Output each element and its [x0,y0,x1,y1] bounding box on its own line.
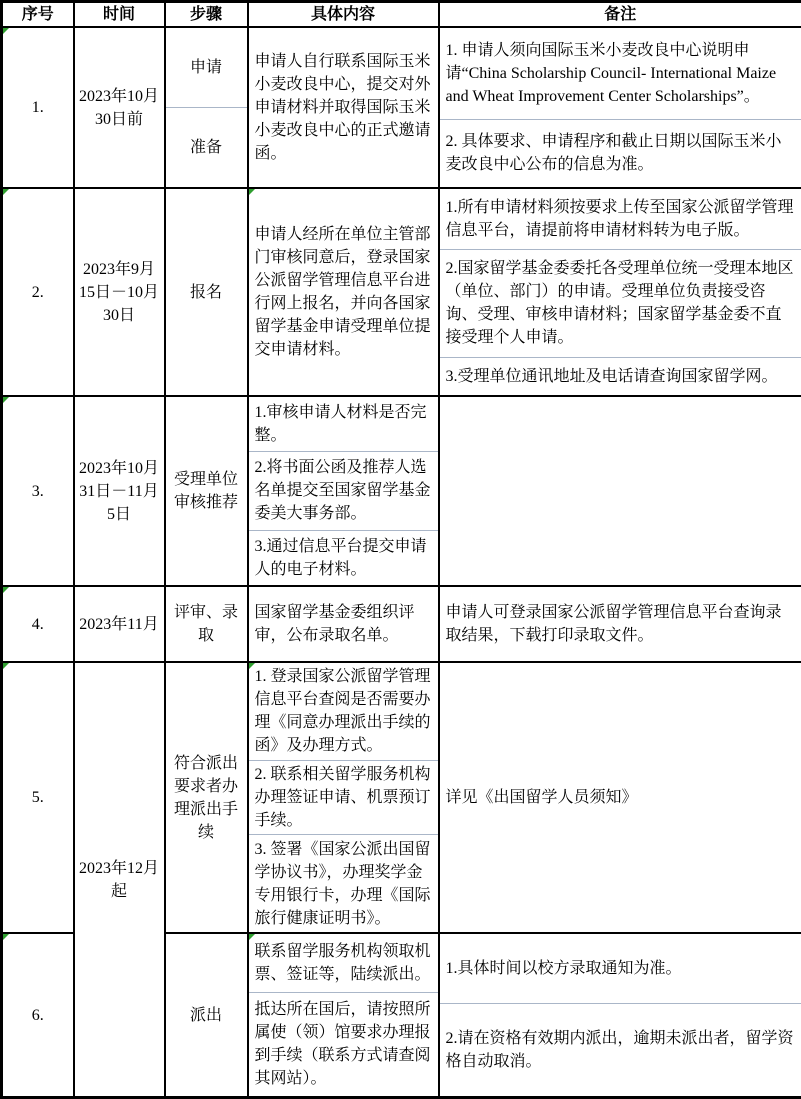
content-paragraph: 2. 联系相关留学服务机构办理签证申请、机票预订手续。 [249,760,438,835]
table-row [2,396,801,586]
row1-remarks-cell [439,27,801,188]
row5-content-cell [248,662,439,933]
row5-remarks-cell [439,662,801,933]
remark-paragraph: 2.请在资格有效期内派出，逾期未派出者，留学资格自动取消。 [440,1003,801,1096]
row4-remarks-cell [439,586,801,662]
row4-step-cell: 评审、录取 [165,586,248,662]
row2-content-cell [248,188,439,396]
remark-paragraph: 申请人可登录国家公派留学管理信息平台查询录取结果，下载打印录取文件。 [440,587,801,661]
header-cell-content: 具体内容 [248,2,439,28]
header-cell-time: 时间 [74,2,165,28]
row2-remarks-cell [439,188,801,396]
header-cell-no: 序号 [2,2,74,28]
row4-no-cell: 4. [2,586,74,662]
row1-no-cell: 1. [2,27,74,188]
content-paragraph: 联系留学服务机构领取机票、签证等，陆续派出。 [249,934,438,992]
content-paragraph: 1.审核申请人材料是否完整。 [249,397,438,451]
row6-remarks-cell [439,933,801,1098]
remark-paragraph: 1.具体时间以校方录取通知为准。 [440,934,801,1003]
row3-time-cell: 2023年10月31日－11月5日 [74,396,165,586]
row1-content-cell [248,27,439,188]
content-paragraph: 3.通过信息平台提交申请人的电子材料。 [249,530,438,585]
content-paragraph: 1. 登录国家公派留学管理信息平台查阅是否需要办理《同意办理派出手续的函》及办理方式。 [249,663,438,760]
table-row [2,586,801,662]
row3-step-cell: 受理单位审核推荐 [165,396,248,586]
row5-step-cell: 符合派出要求者办理派出手续 [165,662,248,933]
row6-content-cell [248,933,439,1098]
row5-no-cell: 5. [2,662,74,933]
remark-paragraph: 1. 申请人须向国际玉米小麦改良中心说明申请“China Scholarship Council- International Maize and Wheat Improvement Center Scholarships”。 [440,28,801,119]
table-row [2,662,801,933]
content-paragraph: 2.将书面公函及推荐人选名单提交至国家留学基金委美大事务部。 [249,451,438,529]
row2-step-cell: 报名 [165,188,248,396]
row4-time-cell: 2023年11月 [74,586,165,662]
remark-paragraph: 2.国家留学基金委委托各受理单位统一受理本地区（单位、部门）的申请。受理单位负责接受咨询、受理、审核申请材料；国家留学基金委不直接受理个人申请。 [440,249,801,356]
row1-time-cell: 2023年10月30日前 [74,27,165,188]
content-paragraph: 抵达所在国后，请按照所属使（领）馆要求办理报到手续（联系方式请查阅其网站）。 [249,992,438,1097]
remark-paragraph: 详见《出国留学人员须知》 [440,663,801,932]
row6-step-cell: 派出 [165,933,248,1098]
row3-remarks-cell-empty [439,396,801,586]
table-row [2,27,801,188]
content-paragraph: 国家留学基金委组织评审，公布录取名单。 [249,587,438,661]
step-label: 准备 [166,107,247,187]
remark-paragraph: 2. 具体要求、申请程序和截止日期以国际玉米小麦改良中心公布的信息为准。 [440,119,801,188]
row2-time-cell: 2023年9月15日－10月30日 [74,188,165,396]
row2-no-cell: 2. [2,188,74,396]
header-cell-remarks: 备注 [439,2,801,28]
row4-content-cell [248,586,439,662]
row3-content-cell [248,396,439,586]
header-cell-step: 步骤 [165,2,248,28]
remark-paragraph: 3.受理单位通讯地址及电话请查询国家留学网。 [440,357,801,395]
row1-step-cell [165,27,248,188]
header-row [2,2,801,28]
row3-no-cell: 3. [2,396,74,586]
row6-no-cell: 6. [2,933,74,1098]
content-paragraph: 申请人自行联系国际玉米小麦改良中心，提交对外申请材料并取得国际玉米小麦改良中心的正式邀请函。 [249,28,438,187]
remark-paragraph: 1.所有申请材料须按要求上传至国家公派留学管理信息平台，请提前将申请材料转为电子版。 [440,189,801,249]
table-row [2,188,801,396]
content-paragraph: 3. 签署《国家公派出国留学协议书》，办理奖学金专用银行卡，办理《国际旅行健康证明书》。 [249,834,438,932]
step-label: 申请 [166,28,247,107]
row5-6-time-cell-merged: 2023年12月起 [74,662,165,1098]
content-paragraph: 申请人经所在单位主管部门审核同意后，登录国家公派留学管理信息平台进行网上报名，并向各国家留学基金申请受理单位提交申请材料。 [249,189,438,395]
